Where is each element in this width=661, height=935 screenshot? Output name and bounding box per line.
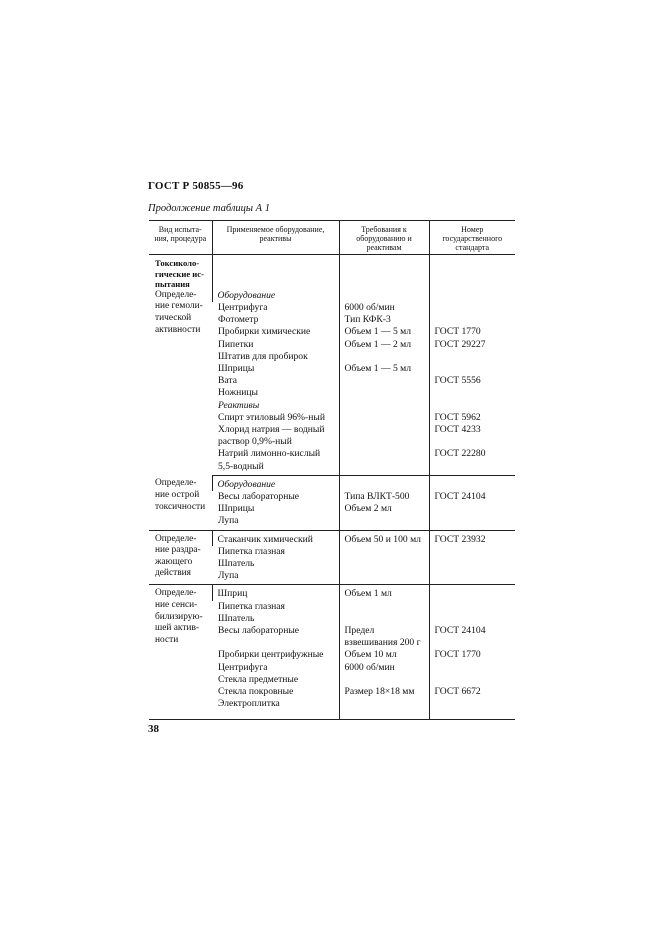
equipment-cell: Пипетка глазная (218, 545, 285, 557)
requirement-cell (339, 387, 429, 399)
procedure-cell: Определе- ние гемоли- тической активности (155, 289, 203, 335)
equipment-cell: Вата (218, 375, 237, 387)
standard-cell (429, 351, 515, 363)
equipment-cell: Стекла предметные (218, 673, 299, 685)
table-row (149, 585, 515, 601)
equipment-cell: Весы лабораторные (218, 625, 300, 637)
header-requirements: Требования к оборудованию и реактивам (339, 221, 429, 255)
requirement-cell (339, 448, 429, 475)
standard-cell (429, 601, 515, 613)
requirement-cell (339, 698, 429, 720)
requirement-cell (339, 400, 429, 412)
equipment-cell: Пипетка глазная (218, 600, 285, 612)
requirement-cell (339, 570, 429, 585)
requirement-cell (339, 515, 429, 530)
table-row (149, 290, 515, 302)
standard-cell (429, 558, 515, 570)
requirement-cell: Объем 1 мл (339, 585, 429, 601)
equipment-cell: Центрифуга (218, 301, 268, 313)
equipment-cell: Пипетки (218, 338, 254, 350)
standard-cell (429, 698, 515, 720)
page-number: 38 (148, 723, 159, 735)
standard-cell: ГОСТ 1770 (429, 326, 515, 338)
requirement-cell: Тип КФК-3 (339, 314, 429, 326)
equipment-cell: Ножницы (218, 387, 258, 399)
equipment-cell: Стаканчик химический (212, 530, 339, 546)
equipment-cell: Лупа (212, 515, 339, 530)
equipment-cell: Шприц (212, 585, 339, 601)
table-cell (212, 255, 339, 290)
requirement-cell (339, 674, 429, 686)
requirement-cell: Размер 18×18 мм (339, 686, 429, 698)
equipment-cell: Штатив для пробирок (218, 350, 308, 362)
requirement-cell: Объем 1 — 5 мл (339, 326, 429, 338)
standard-cell (429, 387, 515, 399)
standard-cell (429, 503, 515, 515)
requirement-cell (339, 412, 429, 424)
requirement-cell (339, 558, 429, 570)
standard-cell (429, 674, 515, 686)
standard-cell (429, 570, 515, 585)
standard-cell (429, 475, 515, 491)
subheading-reagents: Реактивы (218, 399, 260, 411)
standard-cell: ГОСТ 1770 (429, 649, 515, 661)
requirement-cell: Предел взвешивания 200 г (339, 625, 429, 649)
requirement-cell (339, 351, 429, 363)
equipment-cell: Хлорид натрия — водный раствор 0,9%-ный (218, 424, 325, 448)
table-caption: Продолжение таблицы А 1 (148, 203, 270, 214)
requirement-cell (339, 375, 429, 387)
table-header-row (149, 221, 515, 255)
equipment-cell: Лупа (212, 570, 339, 585)
section-title: Токсиколо- гические ис- пытания (155, 258, 204, 290)
header-standard: Номер государственного стандарта (429, 221, 515, 255)
table-cell (339, 255, 429, 290)
equipment-cell: Стекла покровные (218, 686, 294, 698)
subheading-equipment: Оборудование (212, 475, 339, 491)
header-procedure: Вид испыта- ния, процедура (149, 221, 212, 255)
standard-cell: ГОСТ 6672 (429, 686, 515, 698)
equipment-cell: Спирт этиловый 96%-ный (218, 411, 325, 423)
header-equipment: Применяемое оборудование, реактивы (212, 221, 339, 255)
equipment-cell: Пробирки химические (218, 326, 311, 338)
equipment-cell: Шприцы (218, 363, 255, 374)
requirement-cell: 6000 об/мин (339, 302, 429, 314)
table-row (149, 530, 515, 546)
equipment-cell: Шприцы (218, 503, 255, 515)
requirement-cell: Объем 50 и 100 мл (339, 530, 429, 546)
requirement-cell: Объем 1 — 5 мл (339, 363, 429, 375)
standard-cell (429, 613, 515, 625)
requirement-cell (339, 290, 429, 302)
standard-cell: ГОСТ 4233 (429, 424, 515, 448)
standard-cell (429, 302, 515, 314)
equipment-cell: Шпатель (218, 612, 255, 624)
equipment-cell: Натрий лимонно-кислый 5,5-водный (212, 448, 339, 475)
standard-cell: ГОСТ 23932 (429, 530, 515, 546)
standard-cell (429, 290, 515, 302)
standard-cell (429, 515, 515, 530)
equipment-table (149, 220, 515, 720)
requirement-cell (339, 613, 429, 625)
standard-cell: ГОСТ 29227 (429, 339, 515, 351)
standard-cell (429, 585, 515, 601)
table-row (149, 255, 515, 290)
procedure-cell: Определе- ние острой токсичности (149, 475, 212, 530)
equipment-cell: Шпатель (218, 558, 255, 570)
standard-cell (429, 546, 515, 558)
standard-cell (429, 363, 515, 375)
requirement-cell (339, 546, 429, 558)
requirement-cell: Типа ВЛКТ-500 (339, 491, 429, 503)
equipment-cell: Пробирки центрифужные (218, 649, 324, 661)
equipment-cell: Электроплитка (212, 698, 339, 720)
standard-cell (429, 400, 515, 412)
standard-cell: ГОСТ 24104 (429, 625, 515, 649)
equipment-cell: Центрифуга (218, 661, 268, 673)
standard-cell: ГОСТ 5556 (429, 375, 515, 387)
equipment-cell: Фотометр (218, 314, 259, 326)
requirement-cell (339, 475, 429, 491)
standard-cell (429, 662, 515, 674)
requirement-cell: Объем 10 мл (339, 649, 429, 661)
requirement-cell (339, 424, 429, 448)
subheading-equipment: Оборудование (212, 290, 339, 302)
document-header: ГОСТ Р 50855—96 (148, 180, 244, 192)
table-cell (429, 255, 515, 290)
standard-cell: ГОСТ 24104 (429, 491, 515, 503)
standard-cell: ГОСТ 5962 (429, 412, 515, 424)
procedure-cell: Определе- ние раздра- жающего действия (149, 530, 212, 585)
requirement-cell: 6000 об/мин (339, 662, 429, 674)
standard-cell: ГОСТ 22280 (429, 448, 515, 475)
table-row (149, 475, 515, 491)
standard-cell (429, 314, 515, 326)
equipment-cell: Весы лабораторные (218, 491, 300, 503)
requirement-cell: Объем 2 мл (339, 503, 429, 515)
requirement-cell (339, 601, 429, 613)
procedure-cell: Определе- ние сенси- билизирую- шей актив- ности (149, 585, 212, 720)
requirement-cell: Объем 1 — 2 мл (339, 339, 429, 351)
